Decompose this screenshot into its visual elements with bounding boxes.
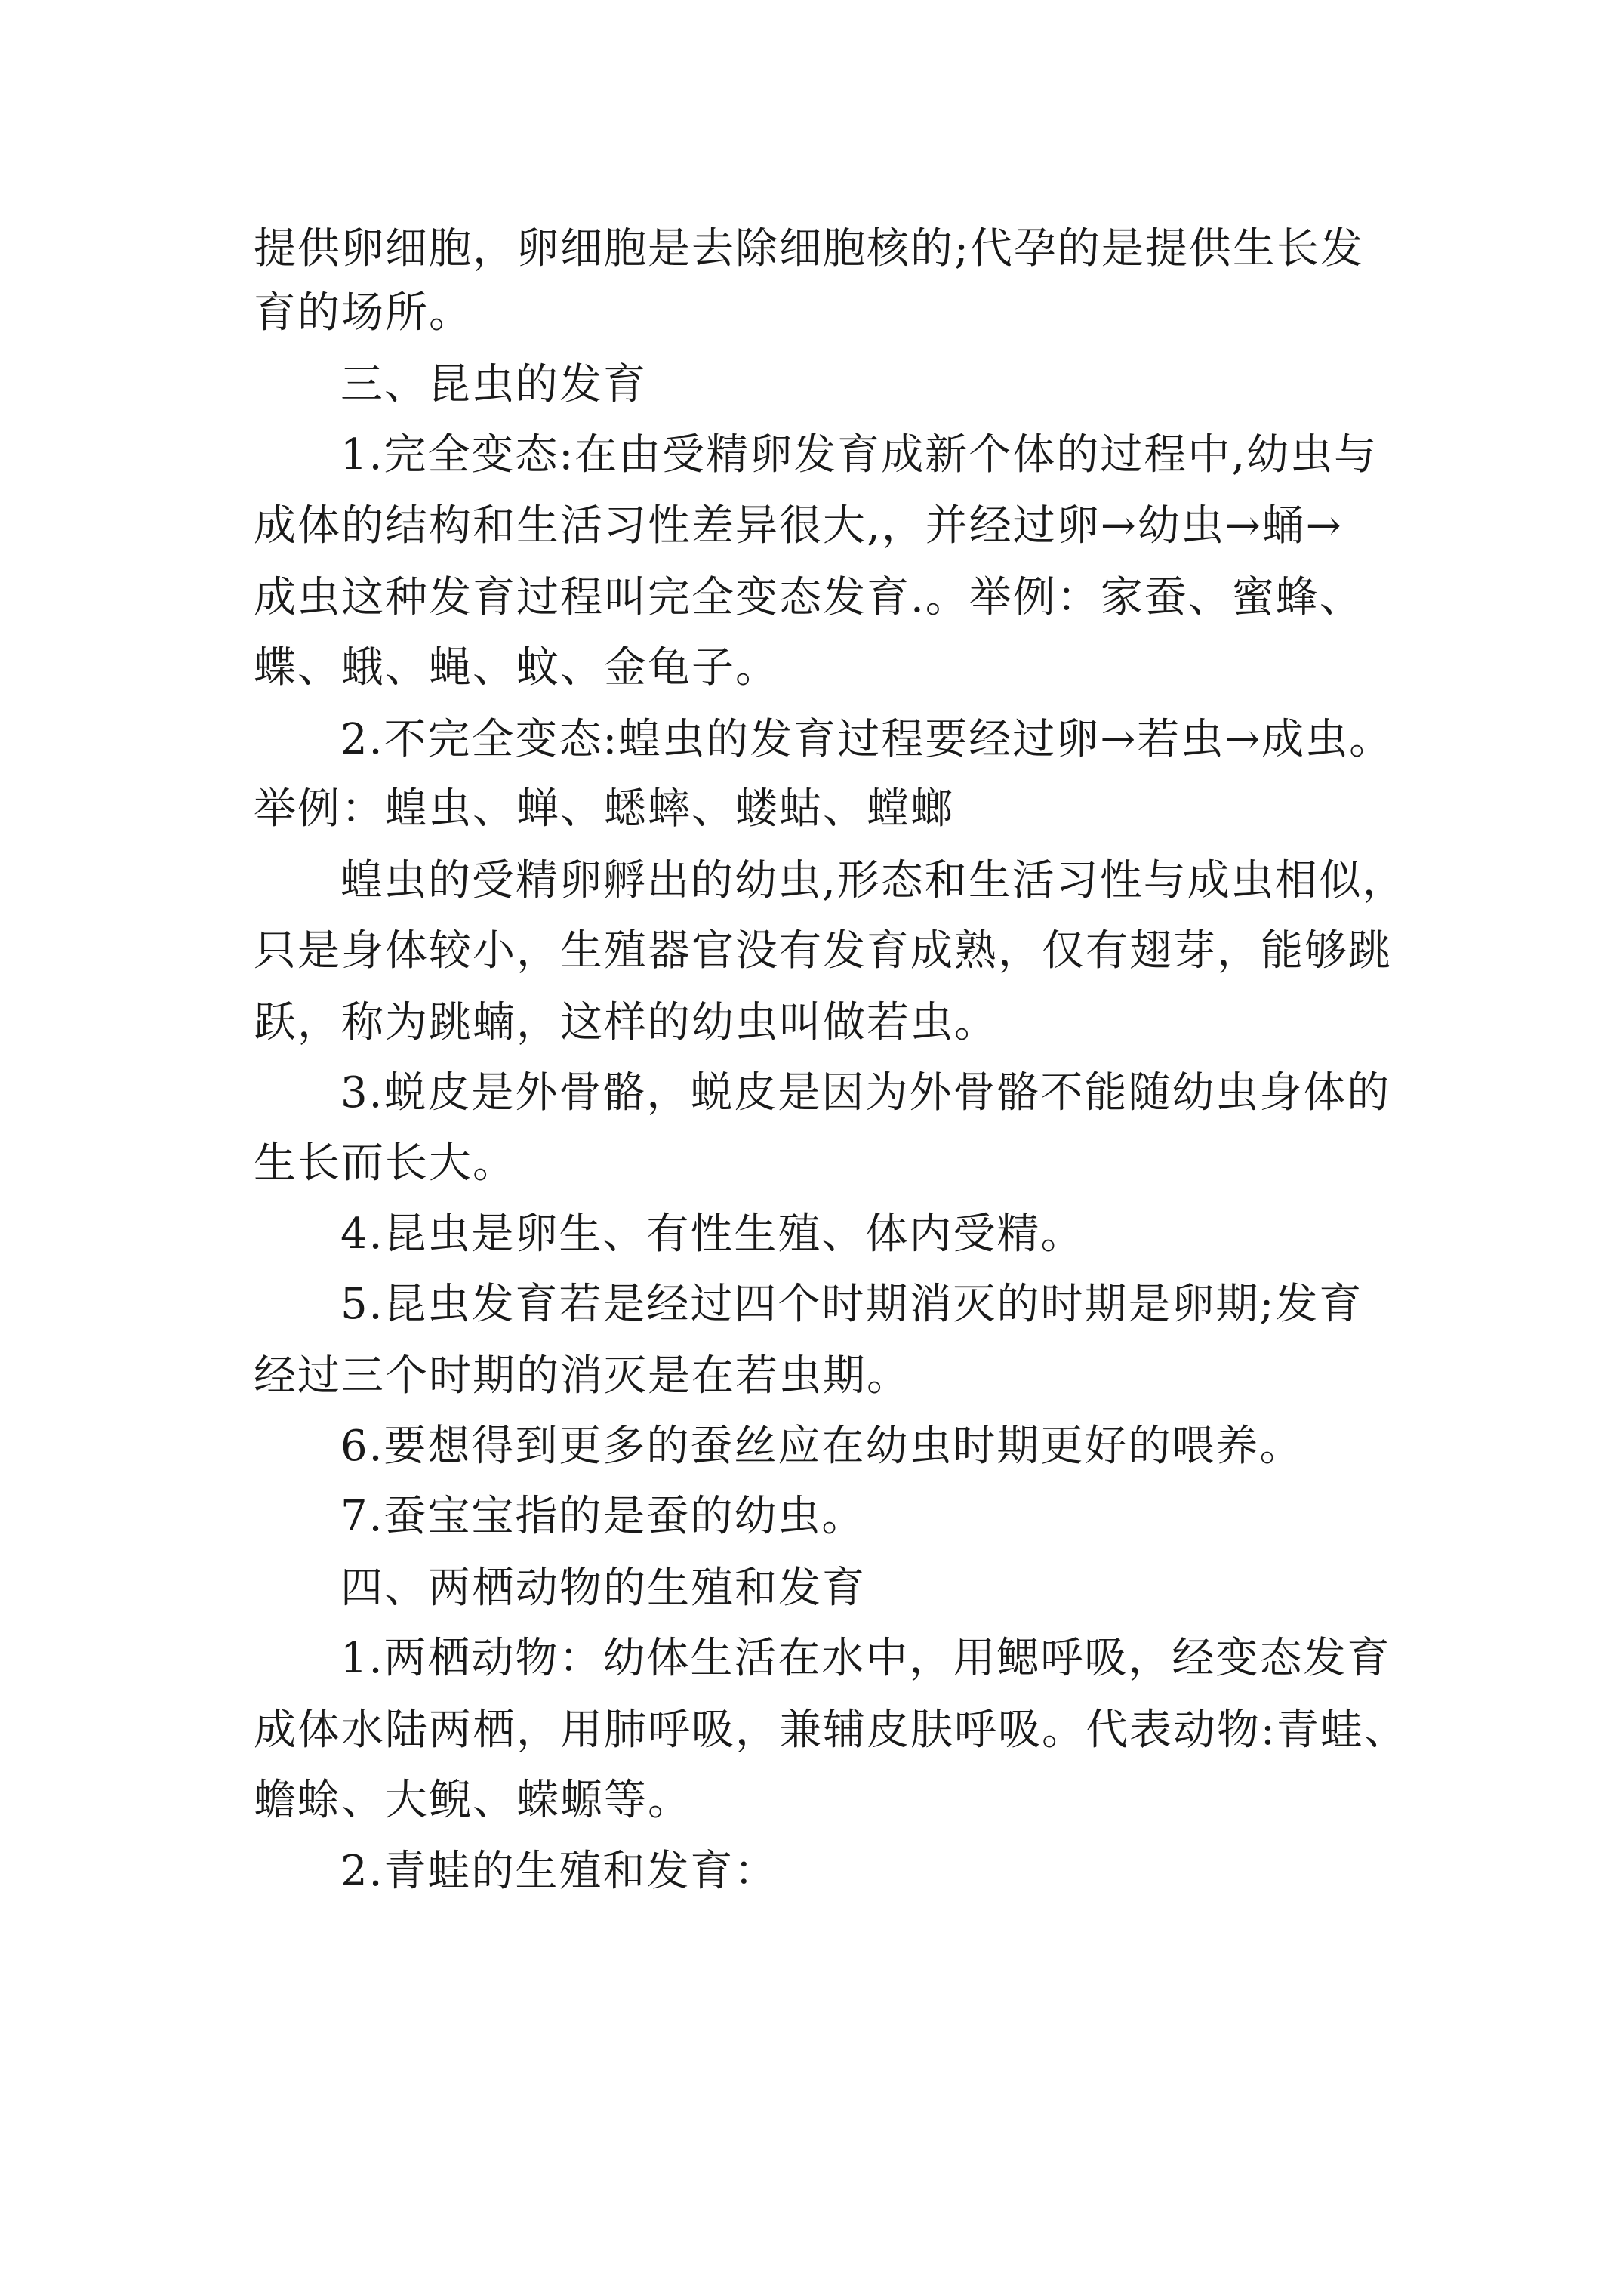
text-line-14: 生长而长大。 — [254, 1139, 516, 1188]
text-line-7: 蝶、蛾、蝇、蚊、金龟子。 — [254, 643, 779, 692]
text-line-4: 1.完全变态:在由受精卵发育成新个体的过程中,幼虫与 — [340, 430, 1378, 479]
text-line-12: 跃，称为跳蝻，这样的幼虫叫做若虫。 — [254, 998, 998, 1047]
text-line-16: 5.昆虫发育若是经过四个时期消灭的时期是卵期;发育 — [340, 1280, 1363, 1329]
text-line-17: 经过三个时期的消灭是在若虫期。 — [254, 1351, 910, 1401]
text-line-13: 3.蜕皮是外骨骼，蜕皮是因为外骨骼不能随幼虫身体的 — [340, 1068, 1391, 1117]
text-line-23: 蟾蜍、大鲵、蝾螈等。 — [254, 1776, 691, 1825]
text-line-15: 4.昆虫是卵生、有性生殖、体内受精。 — [340, 1210, 1085, 1259]
text-line-10: 蝗虫的受精卵孵出的幼虫,形态和生活习性与成虫相似， — [340, 856, 1406, 905]
text-line-6: 成虫这种发育过程叫完全变态发育.。举例：家蚕、蜜蜂、 — [254, 573, 1363, 622]
text-line-11: 只是身体较小，生殖器官没有发育成熟，仅有翅芽，能够跳 — [254, 926, 1392, 975]
text-line-9: 举例：蝗虫、蝉、蟋蟀、蝼蛄、螳螂 — [254, 784, 954, 834]
text-line-18: 6.要想得到更多的蚕丝应在幼虫时期更好的喂养。 — [340, 1422, 1304, 1471]
text-line-1: 提供卵细胞，卵细胞是去除细胞核的;代孕的是提供生长发 — [254, 224, 1364, 273]
text-line-8: 2.不完全变态:蝗虫的发育过程要经过卵→若虫→成虫。 — [340, 715, 1394, 764]
text-line-24: 2.青蛙的生殖和发育： — [340, 1847, 778, 1896]
section-heading-amphibian-reproduction: 四、两栖动物的生殖和发育 — [340, 1564, 866, 1613]
text-line-21: 1.两栖动物：幼体生活在水中，用鳃呼吸，经变态发育 — [340, 1634, 1391, 1683]
text-line-19: 7.蚕宝宝指的是蚕的幼虫。 — [340, 1492, 866, 1541]
text-line-22: 成体水陆两栖，用肺呼吸，兼辅皮肤呼吸。代表动物:青蛙、 — [254, 1706, 1408, 1755]
text-line-2: 育的场所。 — [254, 288, 473, 337]
section-heading-insect-development: 三、昆虫的发育 — [340, 360, 647, 409]
text-line-5: 成体的结构和生活习性差异很大,，并经过卵→幼虫→蛹→ — [254, 501, 1343, 550]
